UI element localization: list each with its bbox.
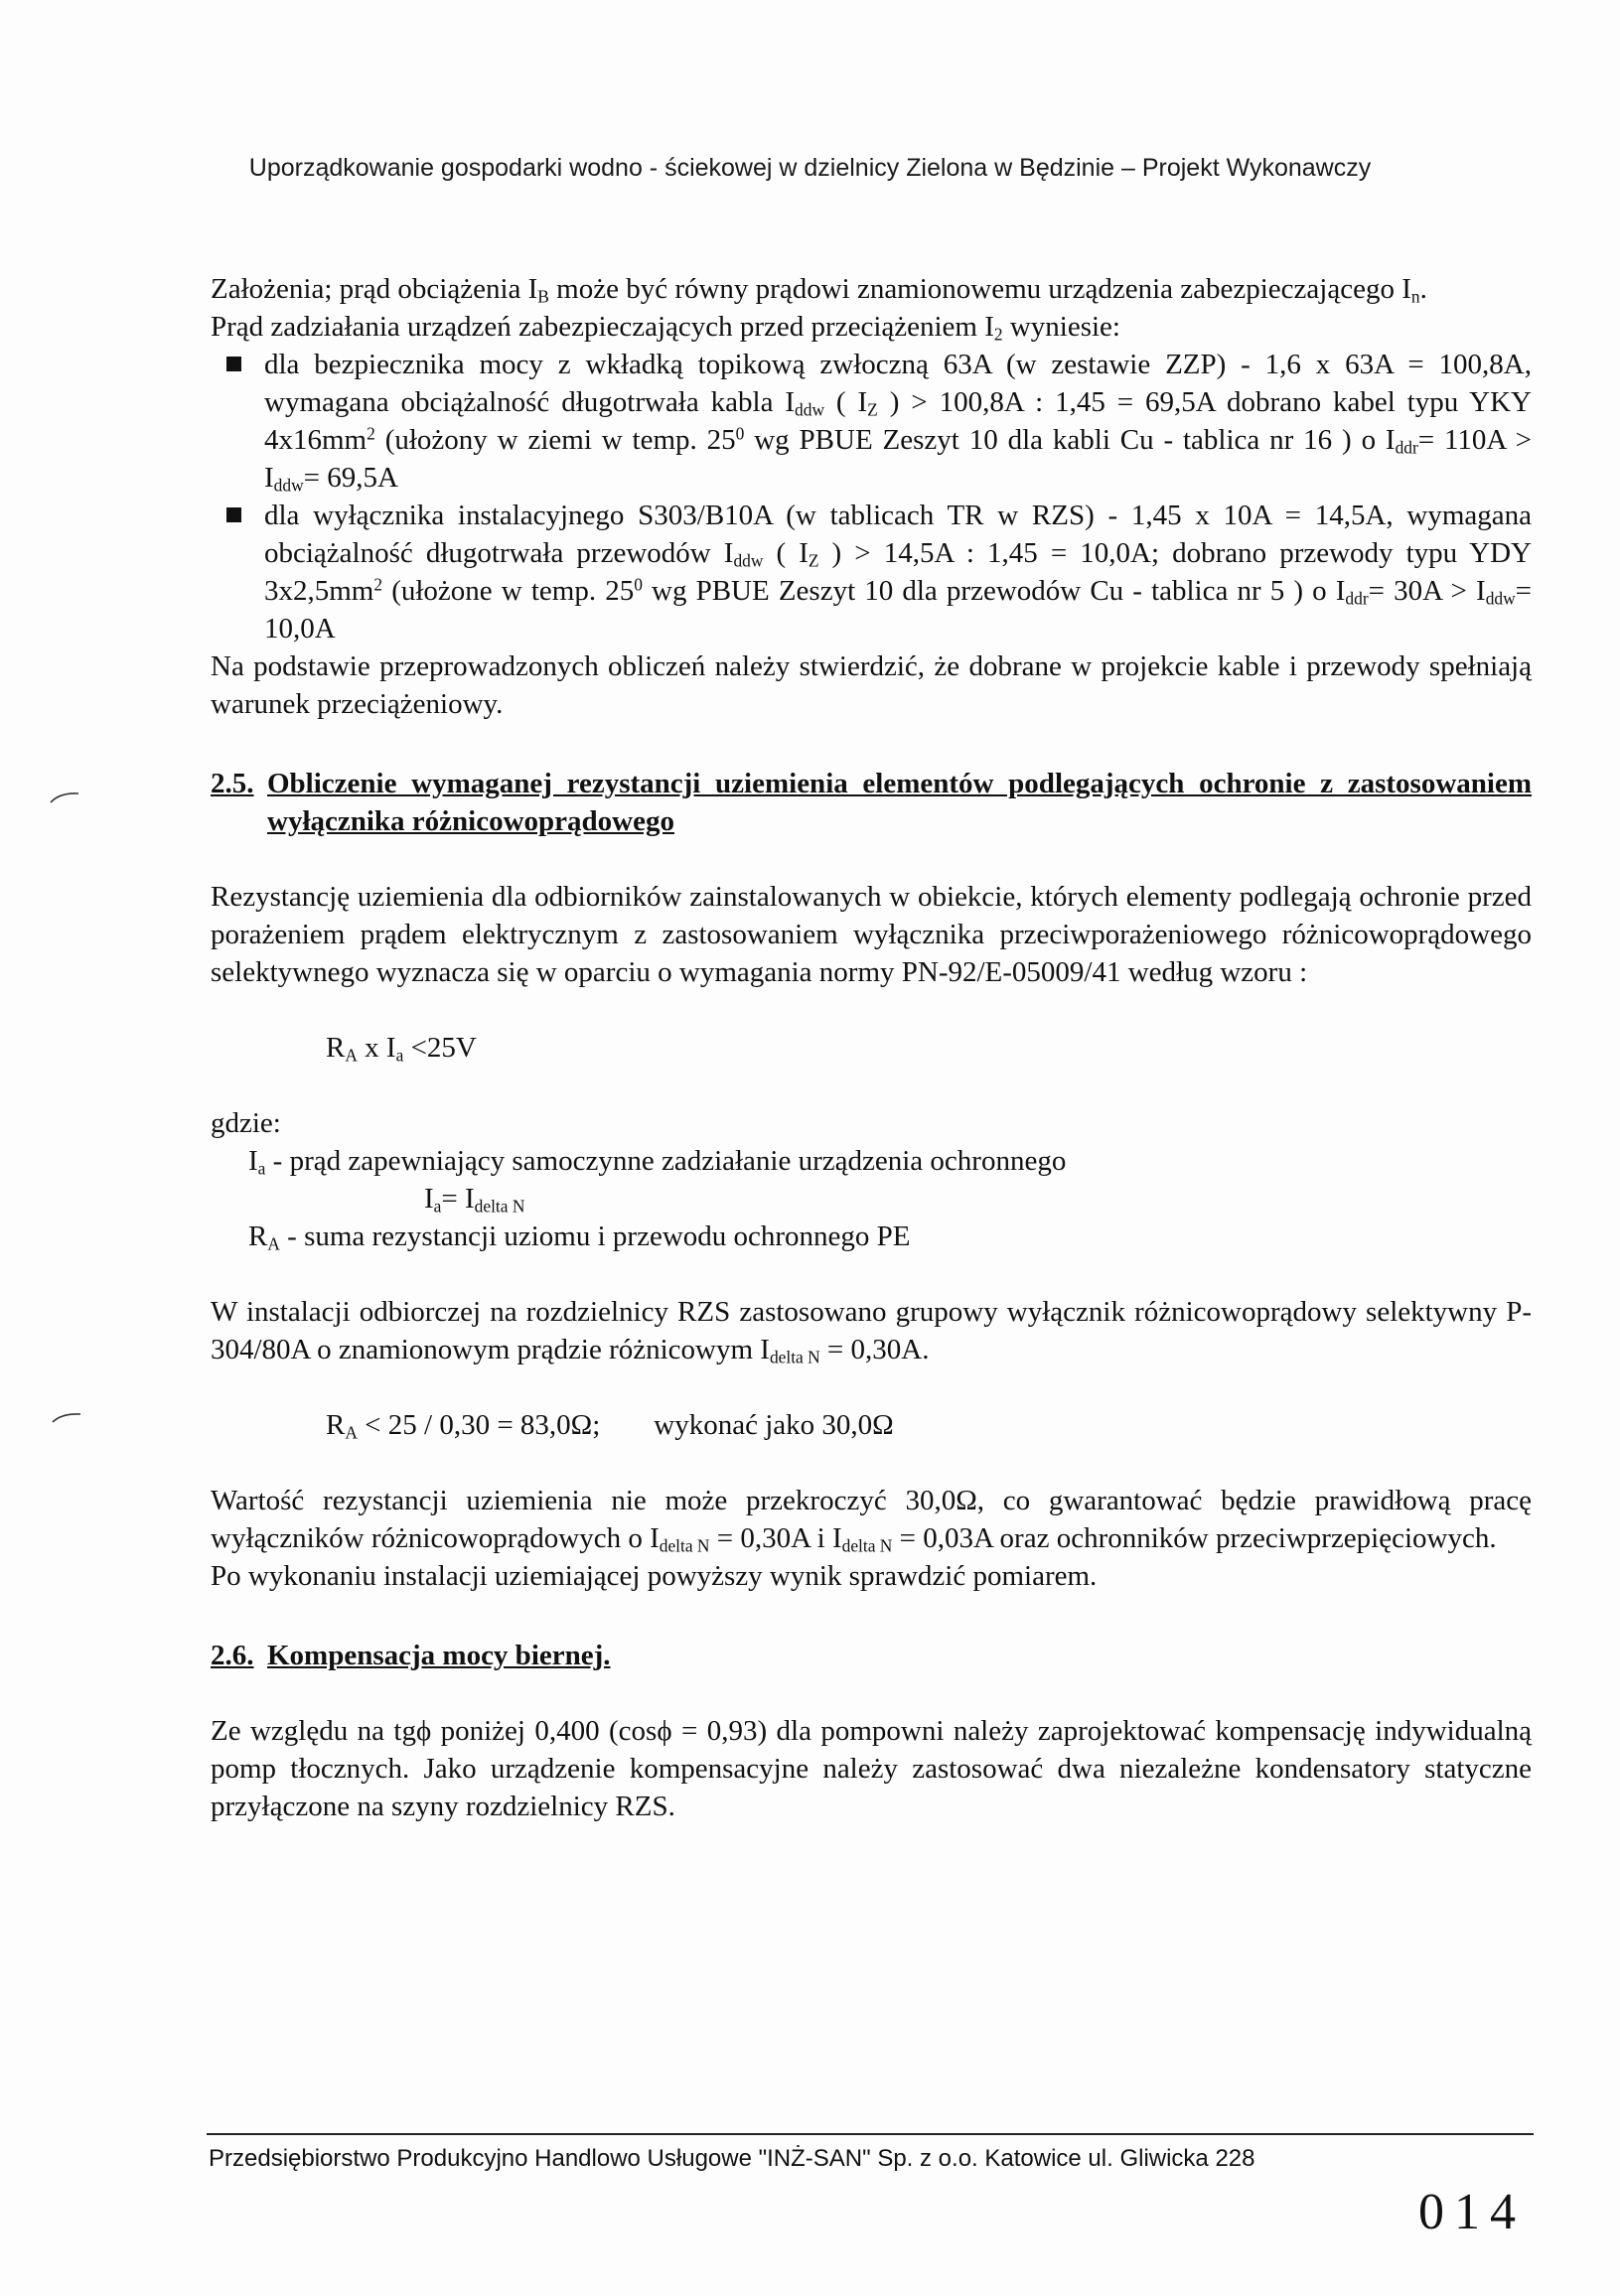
paragraph-rcd-installation: W instalacji odbiorczej na rozdzielnicy RZS zastosowano grupowy wyłącznik różnicowoprądowy selektywny P-304/80A o znamionowym prądzie różnicowym $I_{delta N} = 0,30A$. xyxy=(211,1296,1532,1367)
list-item-breaker: dla wyłącznika instalacyjnego S303/B10A (w tablicach TR w RZS) - 1,45 x 10A = 14,5A, wymagana obciążalność długotrwała przewodów $I_{ddw}$ ( $I_Z$ ) > 14,5A : 1,45 = 10,0A; dobrano przewody typu YDY $3x2,5mm^2$ (ułożone w temp. $25^0$ wg PBUE Zeszyt 10 dla przewodów Cu - tablica nr 5 ) o $I_{ddr}= 30A > I_{ddw}= 10,0A$ xyxy=(211,497,1532,647)
section-title: Kompensacja mocy biernej. xyxy=(267,1640,611,1671)
paragraph-reactive-compensation: Ze względu na tgϕ poniżej 0,400 (cosϕ = 0,93) dla pompowni należy zaprojektować kompensację indywidualną pomp tłocznych. Jako urządzenie kompensacyjne należy zastosować dwa niezależne kondensatory statyczne przyłączone na szyny rozdzielnicy RZS. xyxy=(211,1715,1532,1822)
page-header: Uporządkowanie gospodarki wodno - ściekowej w dzielnicy Zielona w Będzinie – Projekt Wykonawczy xyxy=(248,154,1372,182)
margin-tick-mark xyxy=(52,1410,81,1424)
formula-ra-ia: $R_A$ x $I_a <25V$ xyxy=(326,1032,477,1066)
paragraph-measurement: Po wykonaniu instalacji uziemiającej powyższy wynik sprawdzić pomiarem. xyxy=(211,1560,1098,1592)
label-where: gdzie: xyxy=(211,1107,281,1139)
bullet-square-icon xyxy=(226,357,241,371)
section-number: 2.6. xyxy=(211,1640,254,1671)
document-body xyxy=(211,270,1532,1825)
paragraph-assumptions: Założenia; prąd obciążenia $I_B$ może być równy prądowi znamionowemu urządzenia zabezpieczającego $I_n$. xyxy=(211,273,1427,307)
footer-divider xyxy=(207,2133,1534,2135)
section-heading-2-5 xyxy=(211,765,1532,840)
paragraph-conclusion: Na podstawie przeprowadzonych obliczeń należy stwierdzić, że dobrane w projekcie kable i przewody spełniają warunek przeciążeniowy. xyxy=(211,650,1532,720)
margin-tick-mark xyxy=(50,790,79,804)
bullet-list xyxy=(211,346,1532,647)
definition-ra: $R_A$ - suma rezystancji uziomu i przewodu ochronnego PE xyxy=(248,1220,911,1254)
section-number: 2.5. xyxy=(211,768,254,799)
paragraph-grounding-resistance: Rezystancję uziemienia dla odbiorników zainstalowanych w obiekcie, których elementy podlegają ochronie przed porażeniem prądem elektrycznym z zastosowaniem wyłącznika przeciwporażeniowego różnicowoprądowego selektywnego wyznacza się w oparciu o wymagania normy PN-92/E-05009/41 według wzoru : xyxy=(211,881,1532,988)
section-heading-2-6 xyxy=(211,1637,1532,1674)
formula-ra-calculation: $R_A < 25 / 0,30 = 83,0\Omega$; wykonać jako 30,0Ω xyxy=(326,1409,894,1443)
paragraph-overload-current: Prąd zadziałania urządzeń zabezpieczających przed przeciążeniem $I_2$ wyniesie: xyxy=(211,311,1120,345)
section-title: Obliczenie wymaganej rezystancji uziemienia elementów podlegających ochronie z zastosowaniem wyłącznika różnicowoprądowego xyxy=(267,768,1532,837)
page-footer: Przedsiębiorstwo Produkcyjno Handlowo Usługowe "INŻ-SAN" Sp. z o.o. Katowice ul. Gliwicka 228 xyxy=(209,2145,1255,2172)
definition-ia: $I_a$ - prąd zapewniający samoczynne zadziałanie urządzenia ochronnego xyxy=(248,1145,1067,1179)
definition-ia-equation: $I_a= I_{delta N}$ xyxy=(424,1183,525,1217)
paragraph-max-resistance: Wartość rezystancji uziemienia nie może przekroczyć 30,0Ω, co gwarantować będzie prawidłową pracę wyłączników różnicowoprądowych o $I_{delta N} = 0,30A$ i $I_{delta N} = 0,03A$ oraz ochronników przeciwprzepięciowych. xyxy=(211,1485,1532,1556)
list-item-fuse: dla bezpiecznika mocy z wkładką topikową zwłoczną 63A (w zestawie ZZP) - 1,6 x 63A = 100,8A, wymagana obciążalność długotrwała kabla $I_{ddw}$ ( $I_Z$ ) > 100,8A : 1,45 = 69,5A dobrano kabel typu YKY $4x16mm^2$ (ułożony w ziemi w temp. $25^0$ wg PBUE Zeszyt 10 dla kabli Cu - tablica nr 16 ) o $I_{ddr}= 110A > I_{ddw}= 69,5A$ xyxy=(211,346,1532,497)
page-number: 014 xyxy=(1418,2184,1526,2240)
bullet-square-icon xyxy=(226,507,241,522)
